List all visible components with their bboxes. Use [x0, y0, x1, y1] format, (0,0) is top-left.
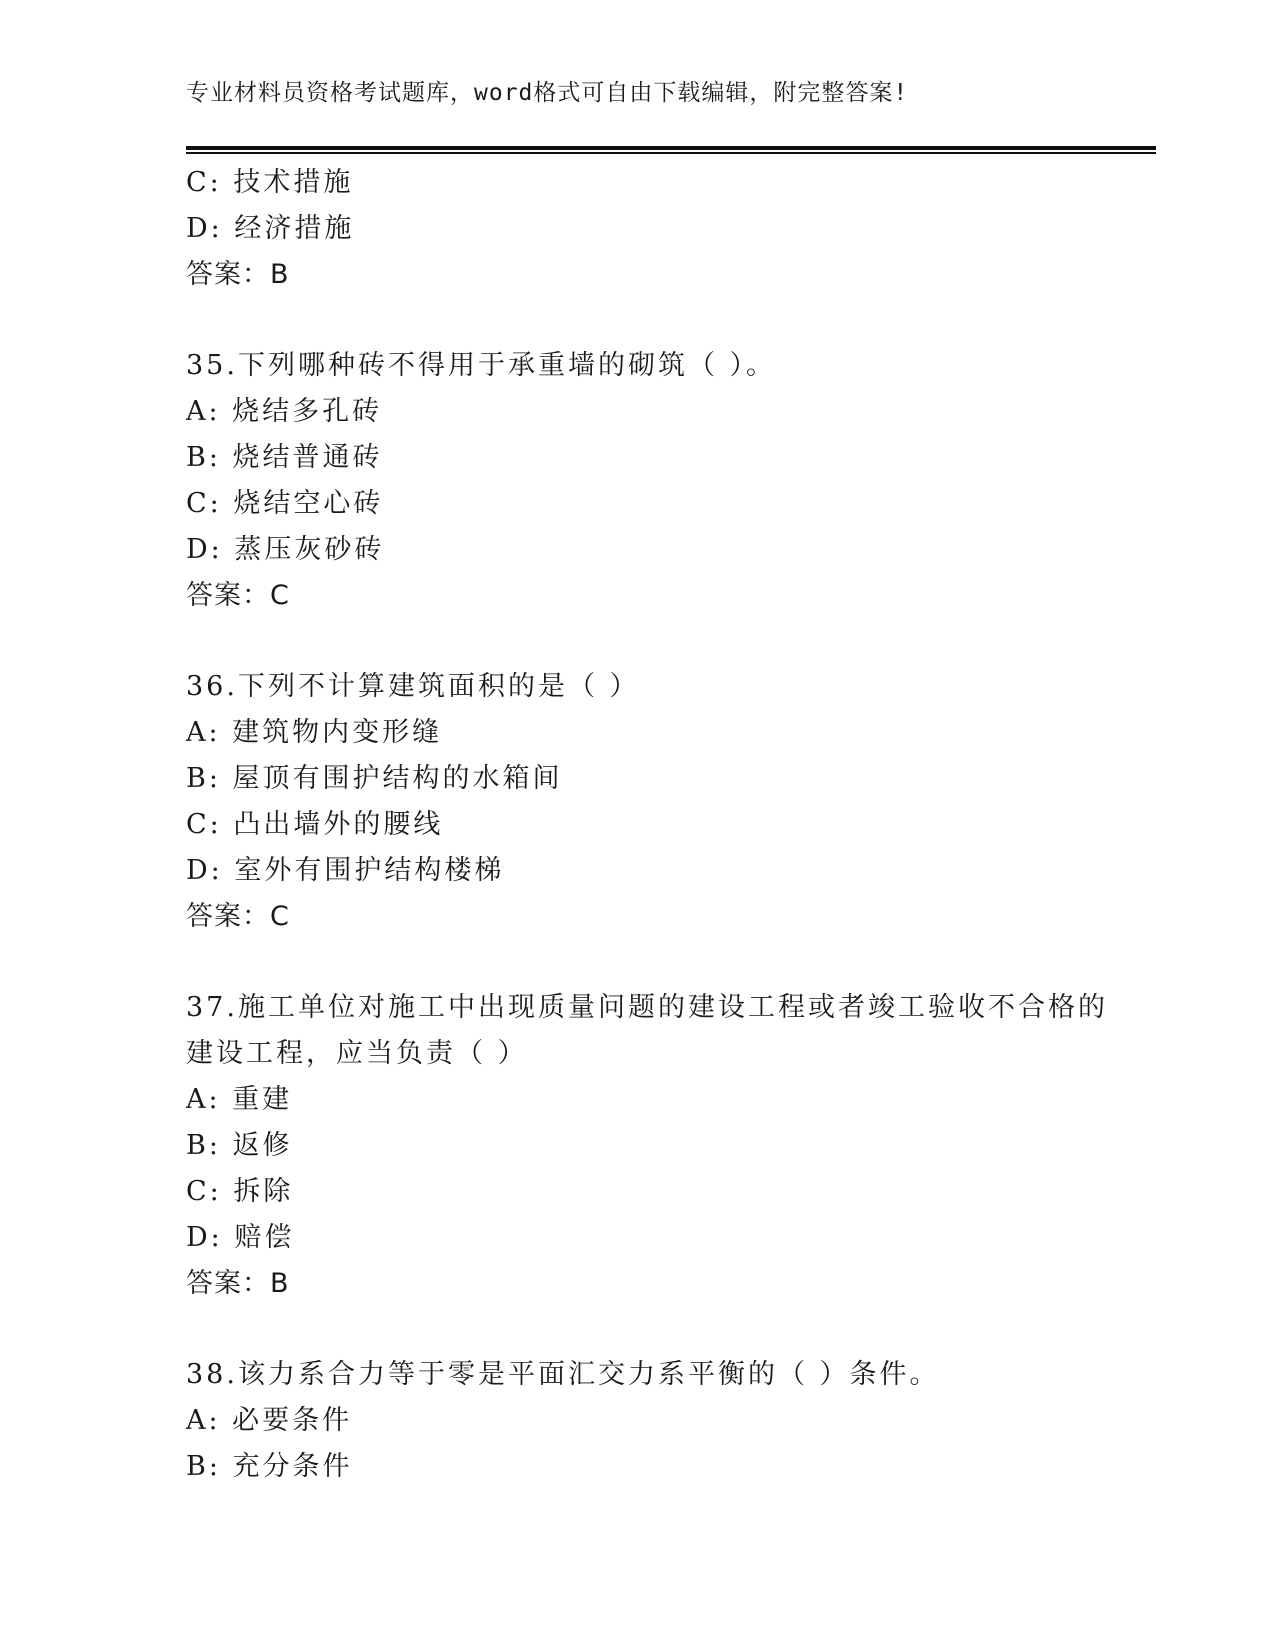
question-stem: 36.下列不计算建筑面积的是（ ）	[186, 671, 640, 702]
question-36	[186, 664, 1156, 940]
option-line: C: 烧结空心砖	[186, 488, 384, 519]
question-37	[186, 985, 1156, 1307]
answer-line: 答案：C	[186, 580, 290, 611]
option-line: D: 赔偿	[186, 1222, 295, 1253]
option-line: A: 建筑物内变形缝	[186, 717, 443, 748]
question-stem: 35.下列哪种砖不得用于承重墙的砌筑（ ）。	[186, 350, 777, 381]
question-35	[186, 343, 1156, 619]
question-stem-continued: 建设工程，应当负责（ ）	[186, 1038, 528, 1069]
option-line: B: 烧结普通砖	[186, 442, 383, 473]
option-line: D: 经济措施	[186, 213, 355, 244]
option-line: D: 蒸压灰砂砖	[186, 534, 385, 565]
answer-line: 答案：B	[186, 259, 290, 290]
question-fragment	[186, 160, 1156, 298]
option-line: A: 重建	[186, 1084, 293, 1115]
option-line: C: 拆除	[186, 1176, 294, 1207]
question-stem: 37.施工单位对施工中出现质量问题的建设工程或者竣工验收不合格的	[186, 992, 1108, 1023]
option-line: C: 技术措施	[186, 167, 354, 198]
option-line: B: 返修	[186, 1130, 293, 1161]
option-line: B: 充分条件	[186, 1451, 353, 1482]
option-line: B: 屋顶有围护结构的水箱间	[186, 763, 563, 794]
page-header: 专业材料员资格考试题库，word格式可自由下载编辑，附完整答案!	[186, 80, 909, 106]
question-38	[186, 1352, 1156, 1490]
header-rule-thick	[186, 146, 1156, 150]
question-stem: 38.该力系合力等于零是平面汇交力系平衡的（ ）条件。	[186, 1359, 940, 1390]
option-line: A: 烧结多孔砖	[186, 396, 383, 427]
answer-line: 答案：C	[186, 901, 290, 932]
option-line: C: 凸出墙外的腰线	[186, 809, 444, 840]
header-rule-thin	[186, 152, 1156, 154]
answer-line: 答案：B	[186, 1268, 290, 1299]
option-line: D: 室外有围护结构楼梯	[186, 855, 505, 886]
question-content	[186, 160, 1156, 1490]
option-line: A: 必要条件	[186, 1405, 353, 1436]
